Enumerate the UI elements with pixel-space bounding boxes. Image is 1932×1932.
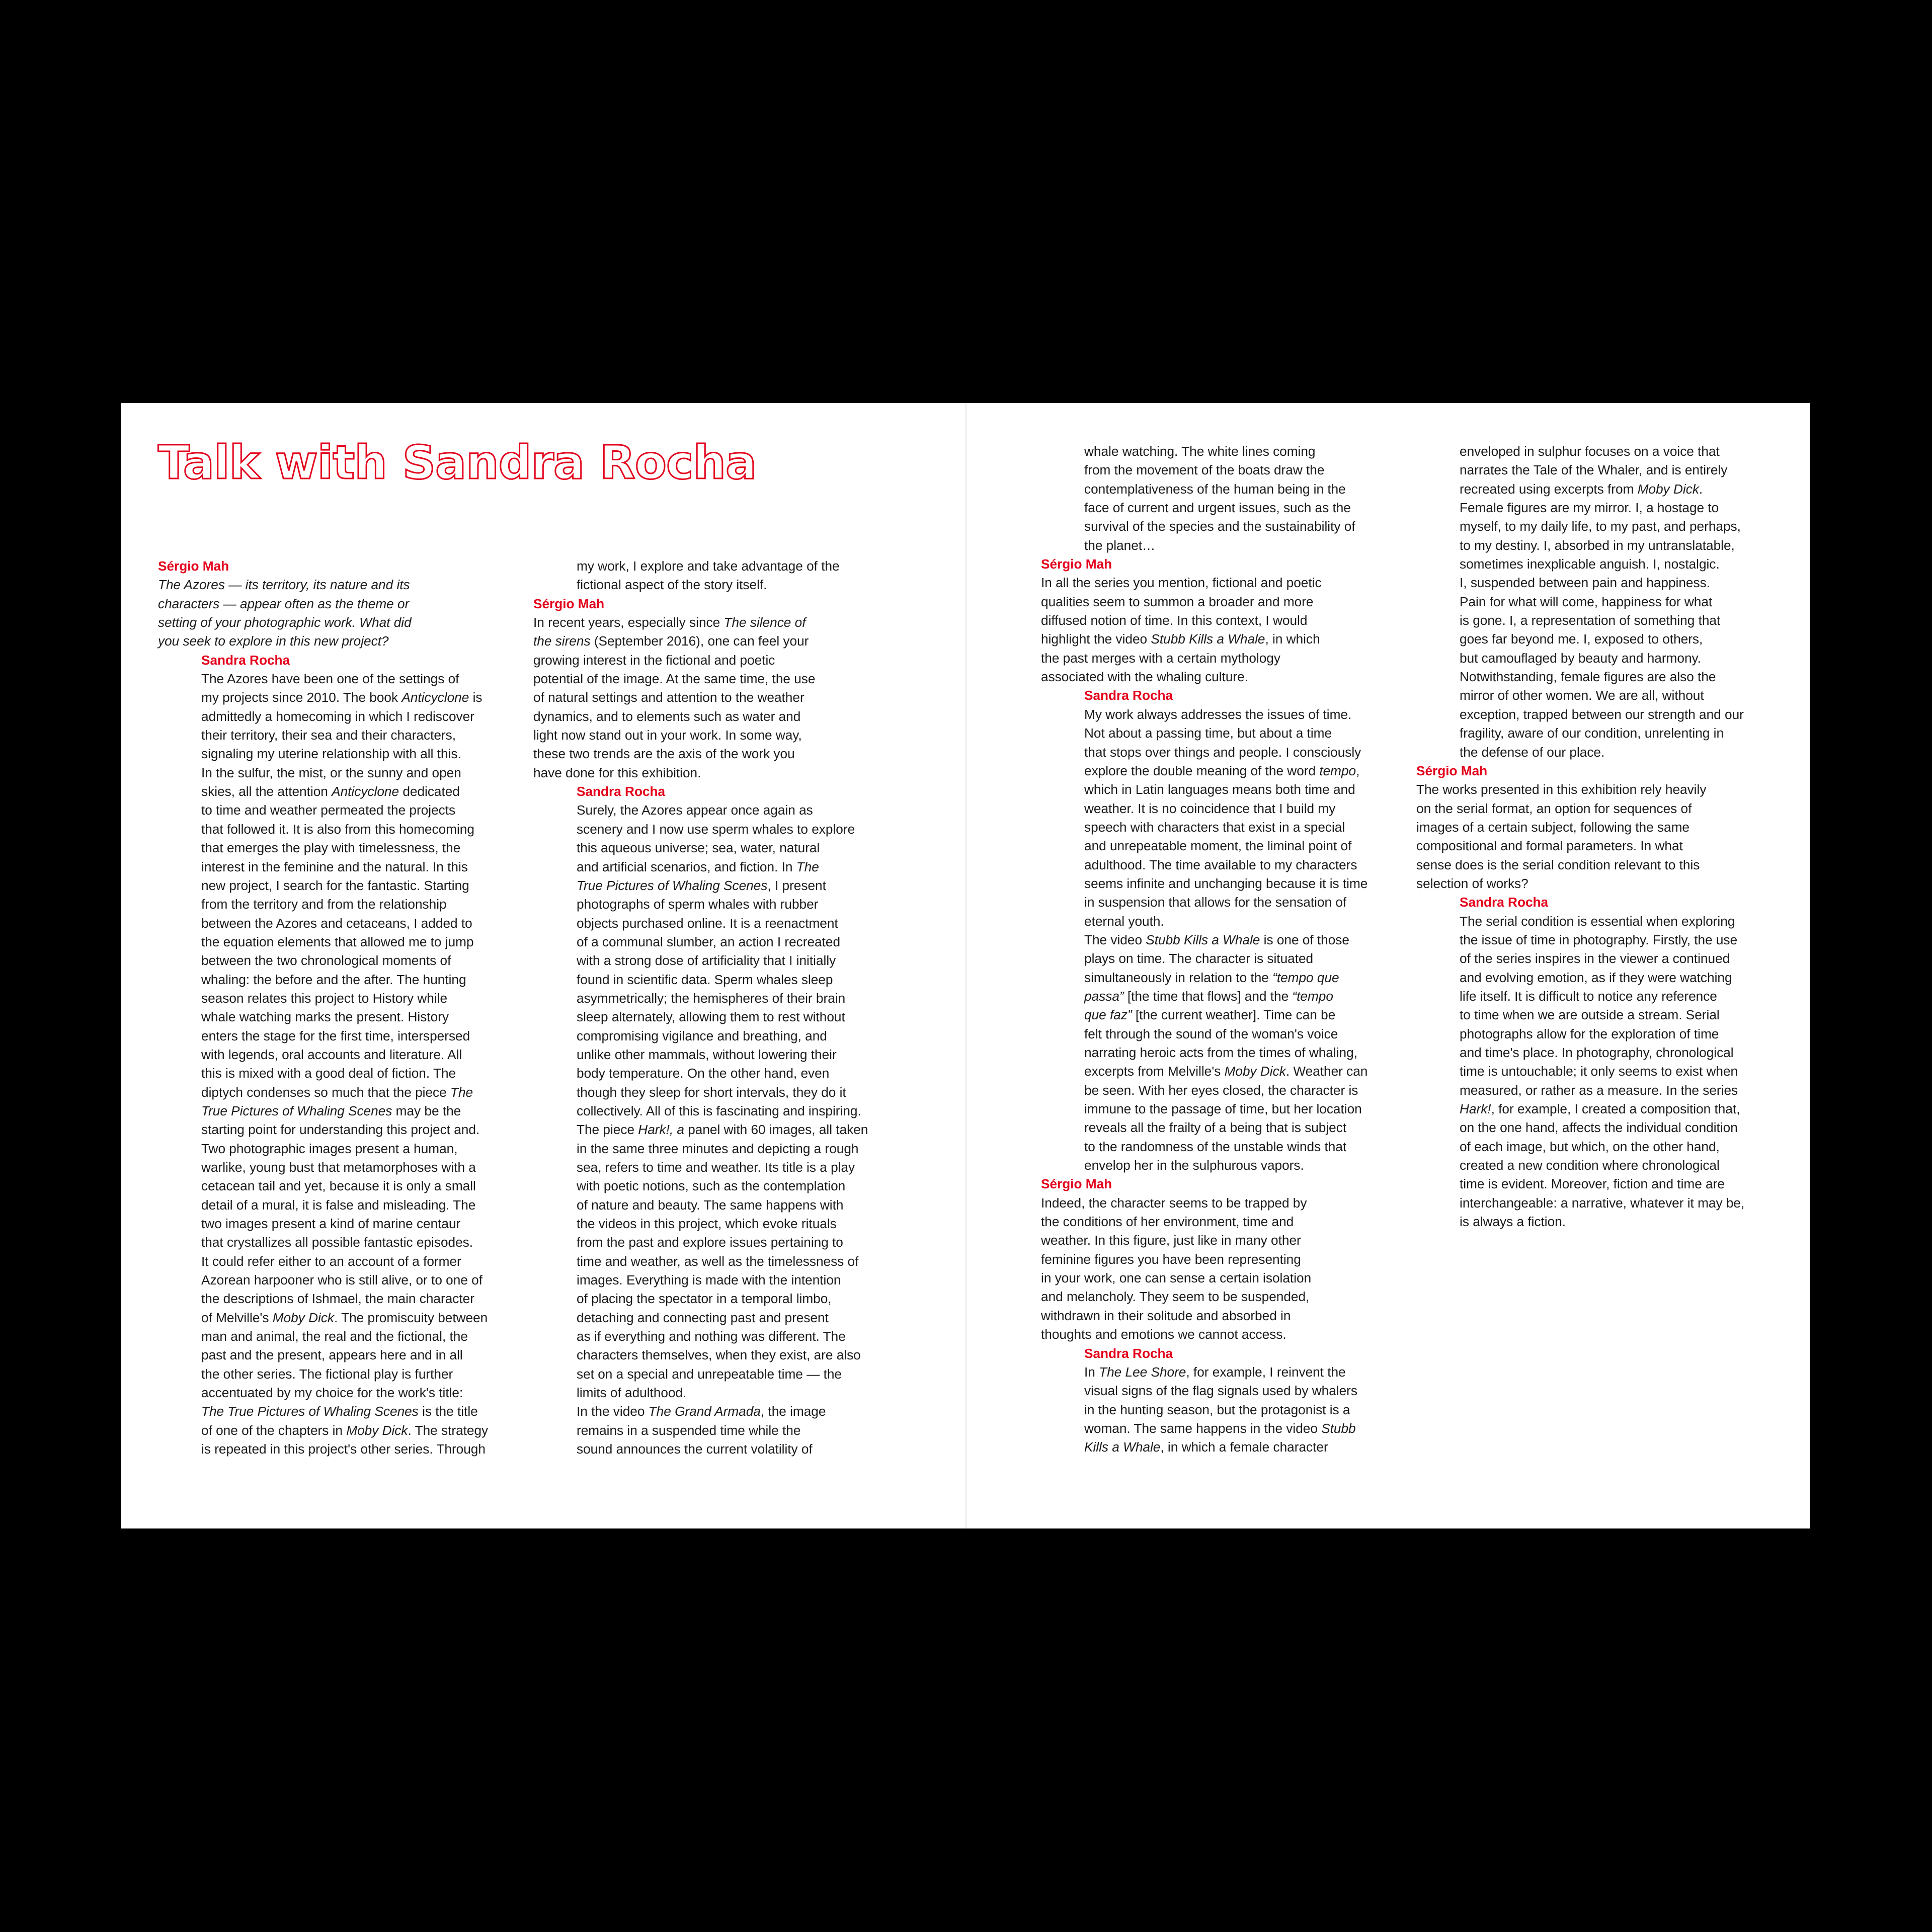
answer-line: between the Azores and cetaceans, I added to [201, 915, 472, 931]
speaker-name-interviewer: Sérgio Mah [158, 558, 229, 574]
answer-line: immune to the passage of time, but her location [1084, 1101, 1362, 1117]
answer-line: simultaneously in relation to the “tempo que [1084, 970, 1339, 985]
answer-line: that stops over things and people. I consciously [1084, 744, 1361, 760]
answer-line: starting point for understanding this project and. [201, 1122, 480, 1138]
answer-line: The serial condition is essential when exploring [1460, 913, 1735, 929]
answer-line: life itself. It is difficult to notice any reference [1460, 988, 1717, 1004]
answer-line: the issue of time in photography. Firstly, the use [1460, 932, 1738, 947]
answer-line: excerpts from Melville's Moby Dick. Weather can [1084, 1064, 1368, 1079]
answer-line: measured, or rather as a measure. In the series [1460, 1082, 1738, 1098]
answer-line: which in Latin languages means both time and [1084, 782, 1355, 797]
answer-line: found in scientific data. Sperm whales sleep [577, 972, 833, 987]
answer-line: warlike, young bust that metamorphoses with a [201, 1160, 476, 1175]
answer-line: new project, I search for the fantastic. Starting [201, 877, 469, 893]
answer-line: the defense of our place. [1460, 744, 1605, 760]
answer-line: In The Lee Shore, for example, I reinvent the [1084, 1364, 1346, 1380]
speaker-name-interviewer: Sérgio Mah [1041, 556, 1112, 572]
answer-line: signaling my uterine relationship with all this. [201, 746, 461, 762]
answer-line: to my destiny. I, absorbed in my untranslatable, [1460, 537, 1735, 553]
answer-line: from the past and explore issues pertaining to [577, 1235, 843, 1250]
answer-line: set on a special and unrepeatable time — the [577, 1366, 842, 1382]
answer-line: the videos in this project, which evoke rituals [577, 1216, 837, 1232]
answer-line: True Pictures of Whaling Scenes, I present [577, 877, 826, 893]
answer-line: the equation elements that allowed me to jump [201, 934, 474, 949]
answer-line: Azorean harpooner who is still alive, or to one of [201, 1272, 482, 1288]
answer-line: reveals all the frailty of a being that is subject [1084, 1120, 1347, 1136]
answer-line: adulthood. The time available to my characters [1084, 857, 1357, 872]
text-column-4 [1416, 442, 1779, 1231]
answer-line: accentuated by my choice for the work's title: [201, 1385, 463, 1401]
question-line: The Azores — its territory, its nature and its [158, 577, 410, 593]
answer-line: I, suspended between pain and happiness. [1460, 575, 1710, 591]
answer-line: que faz” [the current weather]. Time can be [1084, 1007, 1336, 1023]
answer-line: Not about a passing time, but about a time [1084, 726, 1332, 741]
answer-line: of a communal slumber, an action I recreated [577, 934, 841, 949]
question-line: the past merges with a certain mythology [1041, 650, 1280, 666]
question-line: on the serial format, an option for sequences of [1416, 800, 1692, 816]
answer-line: admittedly a homecoming in which I rediscover [201, 708, 474, 724]
answer-line: remains in a suspended time while the [577, 1422, 801, 1438]
answer-line: to time when we are outside a stream. Serial [1460, 1007, 1720, 1023]
answer-line: of one of the chapters in Moby Dick. The strategy [201, 1422, 489, 1438]
answer-line: woman. The same happens in the video Stubb [1084, 1420, 1356, 1436]
answer-line: explore the double meaning of the word tempo, [1084, 763, 1360, 778]
answer-line: scenery and I now use sperm whales to explore [577, 821, 855, 837]
question-line: withdrawn in their solitude and absorbed in [1041, 1308, 1291, 1323]
question-line: in your work, one can sense a certain isolation [1041, 1270, 1312, 1286]
answer-line: of nature and beauty. The same happens with [577, 1197, 844, 1213]
question-line: In all the series you mention, fictional and poetic [1041, 575, 1322, 591]
question-line: dynamics, and to elements such as water and [533, 708, 801, 724]
answer-line: this aqueous universe; sea, water, natural [577, 840, 820, 856]
speaker-name-artist: Sandra Rocha [577, 784, 666, 799]
answer-line: is gone. I, a representation of something that [1460, 613, 1721, 628]
answer-line: images. Everything is made with the intention [577, 1272, 841, 1288]
text-column-1 [158, 557, 520, 1459]
answer-line: body temperature. On the other hand, even [577, 1066, 830, 1081]
answer-line: speech with characters that exist in a special [1084, 819, 1345, 835]
question-line: characters — appear often as the theme or [158, 596, 410, 611]
answer-line: man and animal, the real and the fictional, the [201, 1329, 468, 1344]
answer-line: diptych condenses so much that the piece The [201, 1084, 473, 1100]
answer-line: visual signs of the flag signals used by whalers [1084, 1383, 1357, 1399]
answer-line: time and weather, as well as the timelessness of [577, 1253, 859, 1269]
answer-line: that followed it. It is also from this homecoming [201, 821, 474, 837]
answer-line: plays on time. The character is situated [1084, 951, 1314, 967]
answer-line: goes far beyond me. I, exposed to others, [1460, 631, 1703, 647]
answer-line: In the sulfur, the mist, or the sunny and open [201, 765, 461, 780]
answer-line: detail of a mural, it is false and misleading. The [201, 1197, 476, 1213]
answer-line: and evolving emotion, as if they were watching [1460, 970, 1732, 985]
answer-line: My work always addresses the issues of time. [1084, 706, 1352, 722]
answer-line: and time's place. In photography, chronological [1460, 1045, 1734, 1060]
answer-line: sea, refers to time and weather. Its title is a play [577, 1160, 855, 1175]
answer-line: enters the stage for the first time, interspersed [201, 1028, 470, 1043]
question-line: qualities seem to summon a broader and more [1041, 594, 1314, 609]
answer-line: created a new condition where chronological [1460, 1158, 1720, 1173]
answer-line: my work, I explore and take advantage of the [577, 558, 840, 574]
answer-line: to time and weather permeated the projects [201, 802, 456, 818]
answer-line: two images present a kind of marine centaur [201, 1216, 461, 1232]
speaker-name-interviewer: Sérgio Mah [1416, 763, 1488, 778]
question-line: Indeed, the character seems to be trapped by [1041, 1195, 1307, 1211]
answer-line: of the series inspires in the viewer a continued [1460, 951, 1730, 967]
answer-line: from the movement of the boats draw the [1084, 462, 1325, 478]
answer-line: of placing the spectator in a temporal limbo, [577, 1291, 832, 1307]
speaker-name-artist: Sandra Rocha [1084, 1345, 1173, 1361]
answer-line: with poetic notions, such as the contemplation [577, 1178, 846, 1194]
question-line: setting of your photographic work. What did [158, 615, 412, 630]
question-line: of natural settings and attention to the weather [533, 690, 804, 705]
answer-line: contemplativeness of the human being in the [1084, 481, 1346, 497]
question-line: growing interest in the fictional and poetic [533, 652, 775, 668]
answer-line: weather. It is no coincidence that I build my [1084, 800, 1336, 816]
answer-line: recreated using excerpts from Moby Dick. [1460, 481, 1703, 497]
page-gutter [965, 403, 967, 1528]
question-line: the conditions of her environment, time and [1041, 1214, 1294, 1230]
answer-line: The piece Hark!, a panel with 60 images, all taken [577, 1122, 868, 1138]
question-line: potential of the image. At the same time, the use [533, 671, 816, 687]
answer-line: cetacean tail and yet, because it is only a small [201, 1178, 476, 1194]
speaker-name-artist: Sandra Rocha [1460, 895, 1549, 910]
answer-line: In the video The Grand Armada, the image [577, 1404, 826, 1419]
book-spread [121, 403, 1810, 1528]
question-line: the sirens (September 2016), one can feel your [533, 633, 809, 649]
question-line: you seek to explore in this new project? [158, 633, 389, 649]
answer-line: face of current and urgent issues, such as the [1084, 500, 1351, 516]
question-line: weather. In this figure, just like in many other [1041, 1233, 1301, 1248]
answer-line: detaching and connecting past and present [577, 1310, 829, 1325]
answer-line: of each image, but which, on the other hand, [1460, 1139, 1720, 1154]
answer-line: from the territory and from the relationship [201, 897, 447, 912]
answer-line: whale watching marks the present. History [201, 1009, 449, 1025]
answer-line: of Melville's Moby Dick. The promiscuity between [201, 1310, 488, 1325]
question-line: selection of works? [1416, 875, 1528, 891]
answer-line: the other series. The fictional play is further [201, 1366, 453, 1382]
question-line: The works presented in this exhibition rely heavily [1416, 782, 1707, 797]
answer-line: their territory, their sea and their characters, [201, 728, 456, 743]
answer-line: the descriptions of Ishmael, the main character [201, 1291, 474, 1307]
answer-line: the planet… [1084, 537, 1156, 553]
text-column-2 [533, 557, 896, 1459]
answer-line: The video Stubb Kills a Whale is one of those [1084, 932, 1349, 947]
answer-line: Hark!, for example, I created a composition that, [1460, 1101, 1740, 1117]
answer-line: The Azores have been one of the settings of [201, 671, 459, 687]
answer-line: that crystallizes all possible fantastic episodes. [201, 1235, 473, 1250]
answer-line: Female figures are my mirror. I, a hostage to [1460, 500, 1719, 516]
answer-line: in the same three minutes and depicting a rough [577, 1141, 859, 1156]
question-line: thoughts and emotions we cannot access. [1041, 1327, 1286, 1342]
answer-line: passa” [the time that flows] and the “tempo [1084, 988, 1333, 1004]
answer-line: mirror of other women. We are all, without [1460, 688, 1704, 703]
answer-line: myself, to my daily life, to my past, and perhaps, [1460, 519, 1741, 534]
question-line: highlight the video Stubb Kills a Whale, in which [1041, 631, 1320, 647]
text-column-3 [1041, 442, 1403, 1457]
answer-line: limits of adulthood. [577, 1385, 687, 1401]
answer-line: Kills a Whale, in which a female character [1084, 1439, 1328, 1455]
answer-line: season relates this project to History while [201, 990, 448, 1006]
answer-line: whaling: the before and the after. The hunting [201, 972, 466, 987]
answer-line: True Pictures of Whaling Scenes may be the [201, 1103, 461, 1118]
question-line: and melancholy. They seem to be suspended, [1041, 1289, 1310, 1305]
answer-line: on the one hand, affects the individual condition [1460, 1120, 1738, 1136]
question-line: these two trends are the axis of the work you [533, 746, 795, 762]
answer-line: asymmetrically; the hemispheres of their brain [577, 990, 846, 1006]
answer-line: narrates the Tale of the Whaler, and is entirely [1460, 462, 1728, 478]
answer-line: envelop her in the sulphurous vapors. [1084, 1158, 1304, 1173]
answer-line: enveloped in sulphur focuses on a voice that [1460, 444, 1720, 459]
question-line: images of a certain subject, following the same [1416, 819, 1689, 835]
answer-line: and artificial scenarios, and fiction. In The [577, 859, 819, 874]
answer-line: characters themselves, when they exist, are also [577, 1347, 861, 1363]
answer-line: photographs of sperm whales with rubber [577, 897, 819, 912]
answer-line: narrating heroic acts from the times of whaling, [1084, 1045, 1357, 1060]
answer-line: with legends, oral accounts and literature. All [201, 1046, 462, 1062]
question-line: In recent years, especially since The silence of [533, 615, 806, 630]
answer-line: that emerges the play with timelessness, the [201, 840, 461, 856]
answer-line: photographs allow for the exploration of time [1460, 1026, 1719, 1041]
answer-line: sound announces the current volatility of [577, 1441, 813, 1457]
answer-line: sleep alternately, allowing them to rest without [577, 1009, 845, 1025]
speaker-name-artist: Sandra Rocha [201, 652, 290, 668]
question-line: associated with the whaling culture. [1041, 669, 1248, 685]
question-line: compositional and formal parameters. In what [1416, 838, 1683, 854]
answer-line: objects purchased online. It is a reenactment [577, 915, 838, 931]
answer-line: whale watching. The white lines coming [1084, 444, 1316, 459]
answer-line: exception, trapped between our strength and our [1460, 706, 1744, 722]
answer-line: my projects since 2010. The book Anticyclone is [201, 690, 482, 705]
answer-line: in the hunting season, but the protagonist is a [1084, 1402, 1350, 1417]
answer-line: past and the present, appears here and in all [201, 1347, 463, 1363]
answer-line: time is evident. Moreover, fiction and time are [1460, 1176, 1725, 1192]
answer-line: survival of the species and the sustainability of [1084, 519, 1355, 534]
speaker-name-artist: Sandra Rocha [1084, 688, 1173, 703]
answer-line: fictional aspect of the story itself. [577, 577, 767, 593]
answer-line: is always a fiction. [1460, 1214, 1566, 1230]
answer-line: in suspension that allows for the sensation of [1084, 895, 1347, 910]
answer-line: with a strong dose of artificiality that I initially [577, 953, 836, 969]
answer-line: interest in the feminine and the natural. In this [201, 859, 468, 874]
speaker-name-interviewer: Sérgio Mah [1041, 1176, 1112, 1192]
answer-line: seems infinite and unchanging because it is time [1084, 875, 1368, 891]
question-line: light now stand out in your work. In some way, [533, 728, 802, 743]
question-line: diffused notion of time. In this context, I would [1041, 613, 1308, 628]
page-title: Talk with Sandra Rocha [158, 436, 757, 490]
answer-line: Notwithstanding, female figures are also the [1460, 669, 1716, 685]
answer-line: sometimes inexplicable anguish. I, nostalgic. [1460, 556, 1720, 572]
answer-line: though they sleep for short intervals, they do it [577, 1084, 846, 1100]
answer-line: collectively. All of this is fascinating and inspiring. [577, 1103, 861, 1118]
answer-line: interchangeable: a narrative, whatever it may be, [1460, 1195, 1745, 1211]
answer-line: unlike other mammals, without lowering their [577, 1046, 837, 1062]
question-line: sense does is the serial condition relevant to this [1416, 857, 1700, 872]
answer-line: compromising vigilance and breathing, and [577, 1028, 827, 1043]
answer-line: and unrepeatable moment, the liminal point of [1084, 838, 1352, 854]
answer-line: Surely, the Azores appear once again as [577, 802, 813, 818]
question-line: have done for this exhibition. [533, 765, 701, 780]
answer-line: as if everything and nothing was different. The [577, 1329, 846, 1344]
answer-line: this is mixed with a good deal of fiction. The [201, 1066, 456, 1081]
answer-line: between the two chronological moments of [201, 953, 451, 969]
answer-line: to the randomness of the unstable winds that [1084, 1139, 1347, 1154]
question-line: feminine figures you have been representing [1041, 1251, 1301, 1267]
answer-line: It could refer either to an account of a former [201, 1253, 461, 1269]
answer-line: skies, all the attention Anticyclone dedicated [201, 784, 460, 799]
answer-line: time is untouchable; it only seems to exist when [1460, 1064, 1738, 1079]
answer-line: felt through the sound of the woman's voice [1084, 1026, 1338, 1041]
answer-line: The True Pictures of Whaling Scenes is the title [201, 1404, 478, 1419]
speaker-name-interviewer: Sérgio Mah [533, 596, 605, 611]
answer-line: is repeated in this project's other series. Through [201, 1441, 486, 1457]
answer-line: Pain for what will come, happiness for what [1460, 594, 1713, 609]
answer-line: Two photographic images present a human, [201, 1141, 458, 1156]
answer-line: be seen. With her eyes closed, the character is [1084, 1082, 1358, 1098]
answer-line: eternal youth. [1084, 913, 1164, 929]
answer-line: fragility, aware of our condition, unrelenting in [1460, 726, 1724, 741]
answer-line: but camouflaged by beauty and harmony. [1460, 650, 1701, 666]
